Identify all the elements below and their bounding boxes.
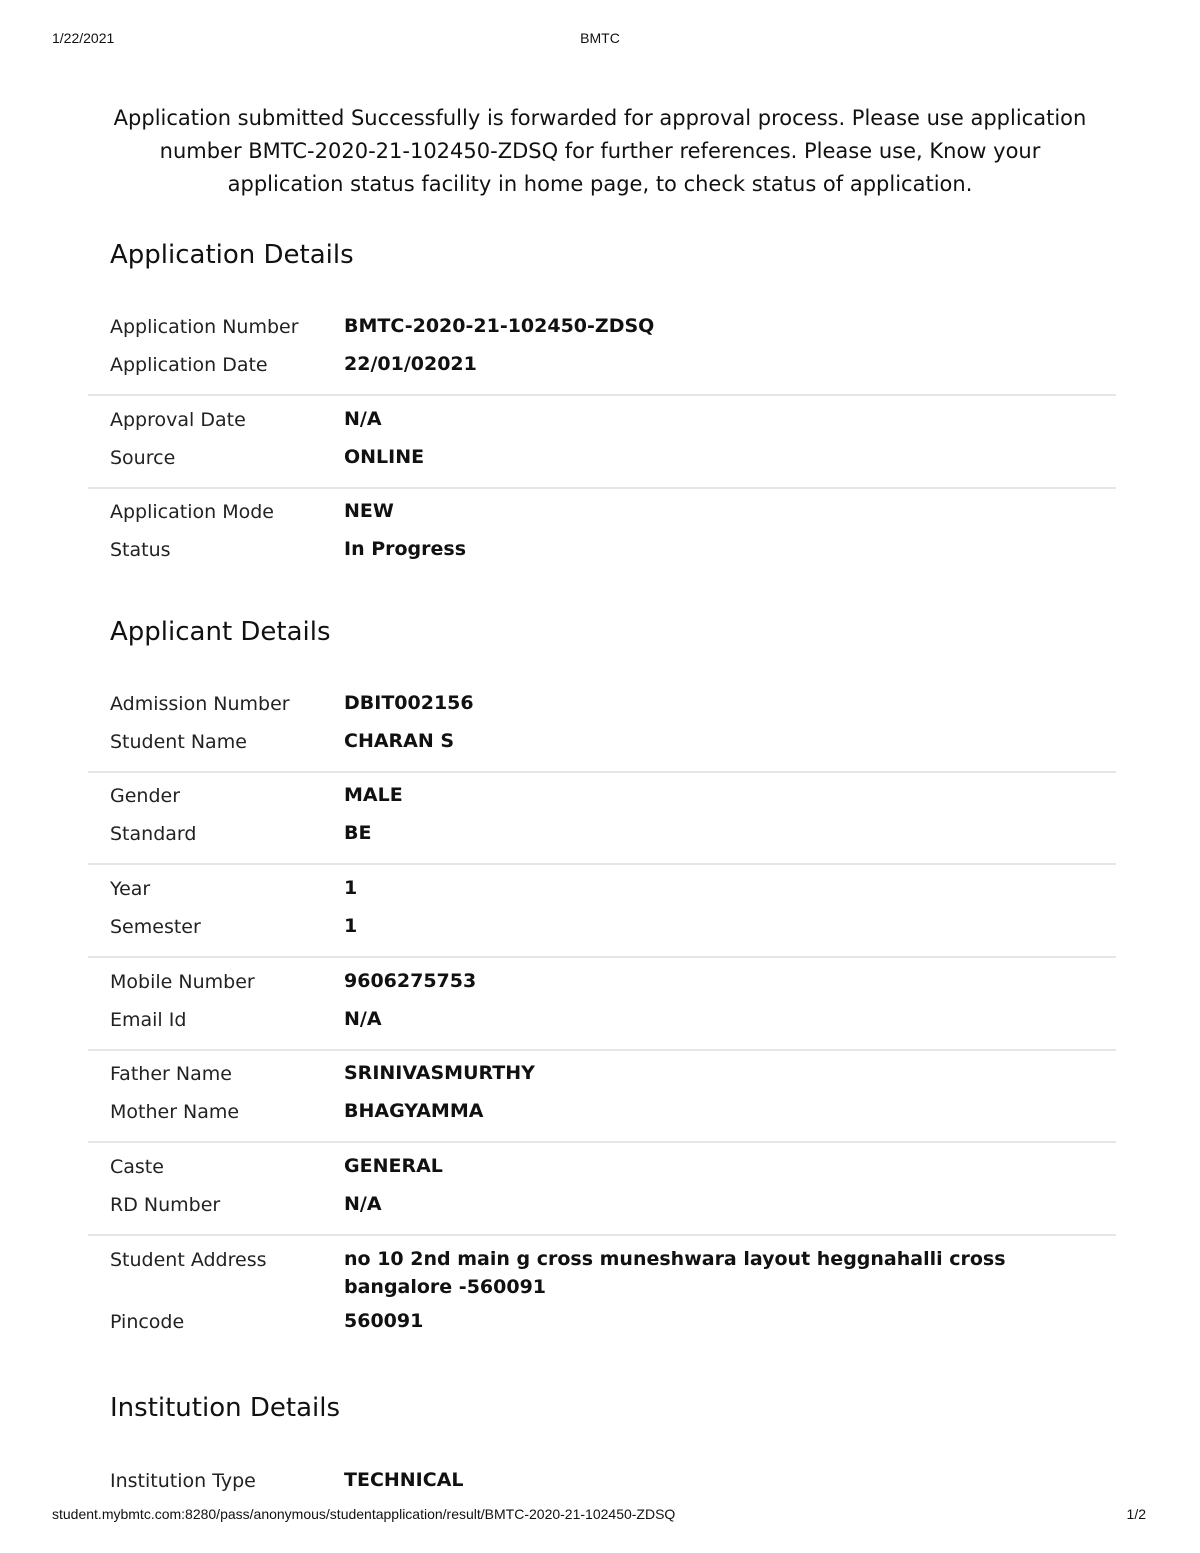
gender-label: Gender	[110, 785, 181, 807]
field-row	[88, 354, 1116, 392]
field-row	[88, 785, 1116, 823]
field-row	[88, 501, 1116, 539]
field-row	[88, 823, 1116, 861]
applicant-group-5	[88, 1063, 1116, 1143]
applicant-group-7	[88, 1249, 1116, 1349]
institution-group-1	[88, 1470, 1116, 1508]
application-number-value: BMTC-2020-21-102450-ZDSQ	[344, 315, 655, 337]
field-row	[88, 1101, 1116, 1139]
pincode-label: Pincode	[110, 1311, 185, 1333]
field-row	[88, 878, 1116, 916]
application-details-heading: Application Details	[110, 240, 354, 270]
applicant-details-heading: Applicant Details	[110, 617, 331, 647]
field-row	[88, 971, 1116, 1009]
email-id-value: N/A	[344, 1008, 382, 1030]
field-row	[88, 1470, 1116, 1508]
field-row	[88, 1311, 1116, 1349]
field-row	[88, 447, 1116, 485]
admission-number-value: DBIT002156	[344, 692, 474, 714]
application-mode-label: Application Mode	[110, 501, 274, 523]
year-value: 1	[344, 877, 358, 899]
status-label: Status	[110, 539, 171, 561]
field-row	[88, 1063, 1116, 1101]
application-mode-value: NEW	[344, 500, 394, 522]
field-row	[88, 731, 1116, 769]
rd-number-value: N/A	[344, 1193, 382, 1215]
applicant-group-4	[88, 971, 1116, 1051]
applicant-group-2	[88, 785, 1116, 865]
institution-type-label: Institution Type	[110, 1470, 256, 1492]
source-label: Source	[110, 447, 176, 469]
field-row	[88, 916, 1116, 954]
applicant-group-1	[88, 693, 1116, 773]
field-row	[88, 1009, 1116, 1047]
application-group-1	[88, 316, 1116, 396]
page-url: student.mybmtc.com:8280/pass/anonymous/studentapplication/result/BMTC-2020-21-102450-ZDSQ	[52, 1506, 676, 1522]
field-row	[88, 693, 1116, 731]
standard-label: Standard	[110, 823, 197, 845]
print-title: BMTC	[580, 30, 620, 46]
field-row	[88, 1156, 1116, 1194]
caste-value: GENERAL	[344, 1155, 443, 1177]
field-row	[88, 1249, 1116, 1311]
application-group-3	[88, 501, 1116, 579]
year-label: Year	[110, 878, 151, 900]
field-row	[88, 539, 1116, 577]
print-date: 1/22/2021	[52, 30, 115, 46]
student-address-label: Student Address	[110, 1249, 267, 1271]
standard-value: BE	[344, 822, 372, 844]
page-number: 1/2	[1126, 1506, 1146, 1522]
field-row	[88, 316, 1116, 354]
mother-name-label: Mother Name	[110, 1101, 240, 1123]
admission-number-label: Admission Number	[110, 693, 290, 715]
field-row	[88, 1194, 1116, 1232]
gender-value: MALE	[344, 784, 403, 806]
student-name-label: Student Name	[110, 731, 247, 753]
semester-value: 1	[344, 915, 358, 937]
mother-name-value: BHAGYAMMA	[344, 1100, 484, 1122]
approval-date-value: N/A	[344, 408, 382, 430]
application-date-value: 22/01/02021	[344, 353, 477, 375]
caste-label: Caste	[110, 1156, 164, 1178]
rd-number-label: RD Number	[110, 1194, 221, 1216]
student-name-value: CHARAN S	[344, 730, 455, 752]
father-name-value: SRINIVASMURTHY	[344, 1062, 535, 1084]
mobile-number-value: 9606275753	[344, 970, 477, 992]
pincode-value: 560091	[344, 1310, 424, 1332]
applicant-group-3	[88, 878, 1116, 958]
father-name-label: Father Name	[110, 1063, 232, 1085]
application-group-2	[88, 409, 1116, 489]
mobile-number-label: Mobile Number	[110, 971, 255, 993]
application-date-label: Application Date	[110, 354, 268, 376]
semester-label: Semester	[110, 916, 201, 938]
field-row	[88, 409, 1116, 447]
institution-type-value: TECHNICAL	[344, 1469, 464, 1491]
application-number-label: Application Number	[110, 316, 299, 338]
status-value: In Progress	[344, 538, 467, 560]
email-id-label: Email Id	[110, 1009, 187, 1031]
source-value: ONLINE	[344, 446, 425, 468]
student-address-value: no 10 2nd main g cross muneshwara layout heggnahalli cross bangalore -560091	[344, 1248, 1006, 1298]
applicant-group-6	[88, 1156, 1116, 1236]
institution-details-heading: Institution Details	[110, 1393, 340, 1423]
approval-date-label: Approval Date	[110, 409, 246, 431]
success-notice: Application submitted Successfully is forwarded for approval process. Please use application number BMTC-2020-21-102450-ZDSQ for further references. Please use, Know your application status facility in home page, to check status of application.	[113, 106, 1087, 196]
